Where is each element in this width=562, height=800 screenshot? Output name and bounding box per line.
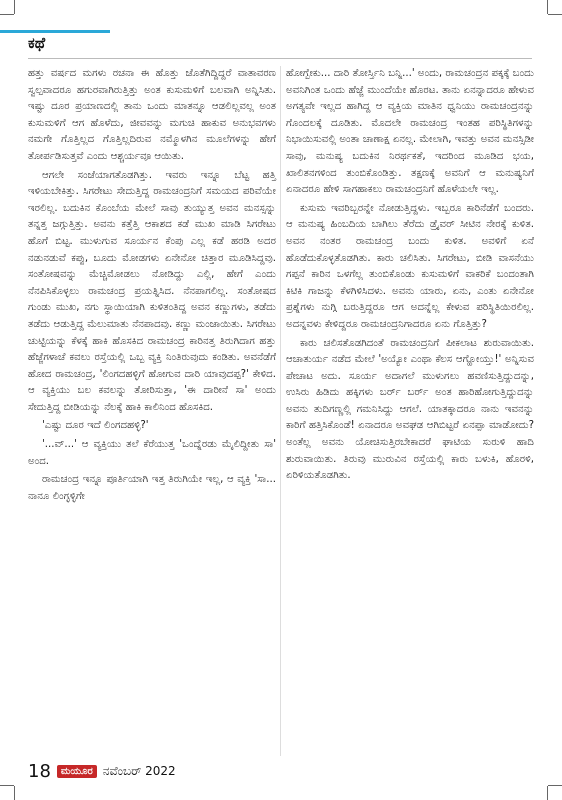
crop-mark	[547, 0, 548, 14]
title-divider	[28, 58, 532, 59]
paragraph: 'ಎಷ್ಟು ದೂರ ಇದೆ ಲಿಂಗದಹಳ್ಳಿ?'	[42, 420, 149, 432]
column-divider	[280, 66, 281, 756]
paragraph: ಆಗಲೇ ಸಂಜೆಯಾಗತೊಡಗಿತ್ತು. ಇವರು ಇನ್ನೂ ಬೆಟ್ಟ ಹತ್ತಿ ಇಳಿಯಬೇಕಿತ್ತು. ಸಿಗರೇಟು ಸೇದುತ್ತಿದ್ದ ರಾಮಚಂದ್ರನಿಗೆ ಸಮಯದ ಪರಿವೆಯೇ ಇರಲಿಲ್ಲ. ಬದುಕಿನ ಕೊಂಬೆಯ ಮೇಲೆ ಸಾವು ತುಯ್ಯುತ್ತ ಅವನ ಮನಸ್ಸನ್ನು ತನ್ನತ್ತ ಜಗ್ಗುತ್ತಿತ್ತು. ಅವನು ಕತ್ತೆತ್ತಿ ಆಕಾಶದ ಕಡೆ ಮುಖ ಮಾಡಿ ಸಿಗರೇಟು ಹೊಗೆ ಬಿಟ್ಟ. ಮುಳುಗುವ ಸೂರ್ಯನ ಕೆಂಪು ಎಲ್ಲ ಕಡೆ ಹರಡಿ ಅದರ ನಡುನಡುವೆ ಕಪ್ಪು, ಬೂದು ಮೋಡಗಳು ಏನೇನೋ ಚಿತ್ತಾರ ಮೂಡಿಸಿದ್ದವು. ಸಂತೋಷವನ್ನು ಮೆಚ್ಚಿಮೋಡಲು ನೋಡಿದ್ದು ಎಲ್ಲಿ, ಹೇಗೆ ಎಂದು ನೆನಪಿಸಿಕೊಳ್ಳಲು ರಾಮಚಂದ್ರ ಪ್ರಯತ್ನಿಸಿದ. ನೆನಪಾಗಲಿಲ್ಲ. ಸಂತೋಷದ ಗುಂಡು ಮುಖ, ನಗು ಸ್ಥಾಯಿಯಾಗಿ ಕುಳಿತಂತಿದ್ದ ಅವನ ಕಣ್ಣುಗಳು, ತಡೆದು ತಡೆದು ಆಡುತ್ತಿದ್ದ ಮೆಲುಮಾತು ನೆನಪಾದವು. ಕಣ್ಣು ಮಂಜಾಯಿತು. ಸಿಗರೇಟು ಚುಟ್ಟಿಯನ್ನು ಕೆಳಕ್ಕೆ ಹಾಕಿ ಹೊಸಕಿದ ರಾಮಚಂದ್ರ ಕಾರಿನತ್ತ ತಿರುಗಿದಾಗ ಹತ್ತು ಹೆಜ್ಜೆಗಳಾಚೆ ಕವಲು ರಸ್ತೆಯಲ್ಲಿ ಒಬ್ಬ ವ್ಯಕ್ತಿ ನಿಂತಿರುವುದು ಕಂಡಿತು. ಅವನೆಡೆಗೆ ಹೋದ ರಾಮಚಂದ್ರ, 'ಲಿಂಗದಹಳ್ಳಿಗೆ ಹೋಗುವ ದಾರಿ ಯಾವುದಪ್ಪ?' ಕೇಳಿದ. ಆ ವ್ಯಕ್ತಿಯು ಬಲ ಕವಲನ್ನು ತೋರಿಸುತ್ತಾ, 'ಈ ದಾರೀನೆ ಸಾ' ಅಂದು ಸೇದುತ್ತಿದ್ದ ಬೀಡಿಯನ್ನು ನೆಲಕ್ಕೆ ಹಾಕಿ ಕಾಲಿನಿಂದ ಹೊಸಕಿದ.	[28, 169, 276, 413]
magazine-logo: ಮಯೂರ	[57, 765, 97, 778]
paragraph: ಹೋಗ್ಬೇಕು... ದಾರಿ ತೋರ್ಸ್ತಿನಿ ಬನ್ನಿ...' ಅಂದು, ರಾಮಚಂದ್ರನ ಪಕ್ಕಕ್ಕೆ ಬಂದು ಅವನಿಗಿಂತ ಒಂದು ಹೆಜ್ಜೆ ಮುಂದೆಯೇ ಹೊರಟ. ತಾನು ಏನನ್ನಾದರೂ ಹೇಳುವ ಅಗತ್ಯವೇ ಇಲ್ಲದ ಹಾಗಿದ್ದ ಆ ವ್ಯಕ್ತಿಯ ಮಾತಿನ ಧ್ವನಿಯು ರಾಮಚಂದ್ರನನ್ನು ಗೊಂದಲಕ್ಕೆ ದೂಡಿತು. ಮೊದಲೇ ರಾಮಚಂದ್ರ ಇಂತಹ ಪರಿಸ್ಥಿತಿಗಳನ್ನು ನಿಭಾಯಿಸುವಲ್ಲಿ ಅಂತಾ ಚಾಣಾಕ್ಷ ಏನಲ್ಲ. ಮೇಲಾಗಿ, ಇವತ್ತು ಅವನ ಮನಸ್ಸಿಡೀ ಸಾವು, ಮನುಷ್ಯ ಬದುಕಿನ ನಿರರ್ಥಕತೆ, ಇದರಿಂದ ಮೂಡಿದ ಭಯ, ಖಾಲಿತನಗಳಿಂದ ತುಂಬಿಕೊಂಡಿತ್ತು. ತಕ್ಷಣಕ್ಕೆ ಅವನಿಗೆ ಆ ಮನುಷ್ಯನಿಗೆ ಏನಾದರೂ ಹೇಳಿ ಸಾಗಹಾಕಲು ರಾಮಚಂದ್ರನಿಗೆ ಹೊಳೆಯಲೇ ಇಲ್ಲ.	[286, 68, 534, 196]
paragraph: ಹತ್ತು ವರ್ಷದ ಮಗಳು ರಚನಾ ಈ ಹೊತ್ತು ಜೊತೆಗಿದ್ದಿದ್ದರೆ ವಾತಾವರಣ ಸ್ವಲ್ಪವಾದರೂ ಹಗುರವಾಗಿರುತ್ತಿತ್ತು ಅಂತ ಕುಸುಮಳಿಗೆ ಬಲವಾಗಿ ಅನ್ನಿಸಿತು. ಇಷ್ಟು ದೂರ ಪ್ರಯಾಣದಲ್ಲಿ ತಾನು ಒಂದು ಮಾತನ್ನೂ ಆಡಲಿಲ್ಲವಲ್ಲ ಅಂತ ಕುಸುಮಳಿಗೆ ಆಗ ಹೊಳೆದು, ಜೀವವನ್ನು ಮಗುಚಿ ಹಾಕುವ ಅನುಭವಗಳು ನಮಗೇ ಗೊತ್ತಿಲ್ಲದ ಗೊತ್ತಿಲ್ಲದಿರುವ ನಮ್ಮೊಳಗಿನ ಮೂಲೆಗಳನ್ನು ಹೇಗೆ ತೋರ್ಪಡಿಸುತ್ತವೆ ಎಂದು ಆಶ್ಚರ್ಯವೂ ಆಯಿತು.	[28, 68, 276, 162]
paragraph: ಕಾರು ಚಲಿಸತೊಡಗಿದಂತೆ ರಾಮಚಂದ್ರನಿಗೆ ಪೀಕಲಾಟ ಶುರುವಾಯಿತು. ಆಚಾತುರ್ಯ ನಡೆದ ಮೇಲೆ 'ಅಯ್ಯೋ ಎಂಥಾ ಕೆಲಸ ಆಗ್ಹೋಯ್ತು!' ಅನ್ನಿಸುವ ಪೇಚಾಟ ಅದು. ಸೂರ್ಯ ಅದಾಗಲೆ ಮುಳುಗಲು ಹವಣಿಸುತ್ತಿದ್ದುದನ್ನು, ಉಸಿರು ಹಿಡಿದು ಹಕ್ಕಿಗಳು ಬರ್ರ್ ಬರ್ರ್ ಅಂತ ಹಾರಿಹೋಗುತ್ತಿದ್ದುದನ್ನು ಅವನು ತುದಿಗಣ್ಣಲ್ಲಿ ಗಮನಿಸಿದ್ದು ಆಗಲೆ. ಯಾತಕ್ಕಾದರೂ ನಾನು ಇವನನ್ನು ಕಾರಿಗೆ ಹತ್ತಿಸಿಕೊಂಡೆ! ಏನಾದರೂ ಅವಘಡ ಆಗಿಬಿಟ್ಟರೆ ಏನಪ್ಪಾ ಮಾಡೋದು? ಅಂತೆಲ್ಲ ಅವನು ಯೋಚಿಸುತ್ತಿರಬೇಕಾದರೆ ಘಾಟಿಯ ಸುರುಳಿ ಹಾದಿ ಶುರುವಾಯಿತು. ತಿರುವು ಮುರುವಿನ ರಸ್ತೆಯಲ್ಲಿ ಕಾರು ಬಳುಕಿ, ಹೊರಳಿ, ಏರಿಳಿಯತೊಡಗಿತು.	[286, 337, 534, 482]
crop-mark	[14, 0, 15, 14]
crop-mark	[547, 786, 548, 800]
crop-mark	[548, 785, 562, 786]
paragraph: ಕುಸುಮ ಇವರಿಬ್ಬರನ್ನೇ ನೋಡುತ್ತಿದ್ದಳು. ಇಬ್ಬರೂ ಕಾರಿನೆಡೆಗೆ ಬಂದರು. ಆ ಮನುಷ್ಯ ಹಿಂಬದಿಯ ಬಾಗಿಲು ತೆರೆದು ಡ್ರೈವರ್ ಸೀಟಿನ ನೇರಕ್ಕೆ ಕುಳಿತ. ಅವನ ನಂತರ ರಾಮಚಂದ್ರ ಬಂದು ಕುಳಿತ. ಅವಳಿಗೆ ಏನೆ ಹೊಡೆದುಕೊಳ್ಳತೊಡಗಿತು. ಕಾರು ಚಲಿಸಿತು. ಸಿಗರೇಟು, ಬೀಡಿ ವಾಸನೆಯು ಗಪ್ಪನೆ ಕಾರಿನ ಒಳಗೆಲ್ಲ ತುಂಬಿಕೊಂಡು ಕುಸುಮಳಿಗೆ ವಾಕರಿಕೆ ಬಂದಂತಾಗಿ ಕಿಟಿಕಿ ಗಾಜನ್ನು ಕೆಳಗಿಳಿಸಿದಳು. ಅವನು ಯಾರು, ಏನು, ಎಂತು ಏನೇನೋ ಪ್ರಶ್ನೆಗಳು ನುಗ್ಗಿ ಬರುತ್ತಿದ್ದರೂ ಆಗ ಅದನ್ನೆಲ್ಲ ಕೇಳುವ ಪರಿಸ್ಥಿತಿಯಿರಲಿಲ್ಲ. ಅದನ್ನವಳು ಕೇಳಿದ್ದರೂ ರಾಮಚಂದ್ರನಿಗಾದರೂ ಏನು ಗೊತ್ತಿತ್ತು?	[286, 202, 534, 330]
issue-date: ನವೆಂಬರ್ 2022	[102, 764, 176, 778]
crop-mark	[14, 786, 15, 800]
paragraph: '...ವ್...' ಆ ವ್ಯಕ್ತಿಯು ತಲೆ ಕೆರೆಯುತ್ತ 'ಒಂದ್ನೆರಡು ಮೈಲಿದ್ದೀತು ಸಾ' ಅಂದ.	[28, 439, 276, 467]
crop-mark	[0, 14, 14, 15]
left-column	[28, 66, 276, 507]
section-title: ಕಥೆ	[28, 34, 46, 52]
crop-mark	[548, 14, 562, 15]
page-number: 18	[28, 761, 51, 782]
right-column	[286, 66, 534, 487]
page-footer	[28, 761, 176, 782]
paragraph: ರಾಮಚಂದ್ರ ಇನ್ನೂ ಪೂರ್ತಿಯಾಗಿ ಇತ್ತ ತಿರುಗಿಯೇ ಇಲ್ಲ, ಆ ವ್ಯಕ್ತಿ 'ಸಾ... ನಾನೂ ಲಿಂಗ್ಳಳ್ಳಿಗೇ	[28, 474, 276, 502]
crop-mark	[0, 785, 14, 786]
section-accent-rule	[0, 30, 110, 33]
